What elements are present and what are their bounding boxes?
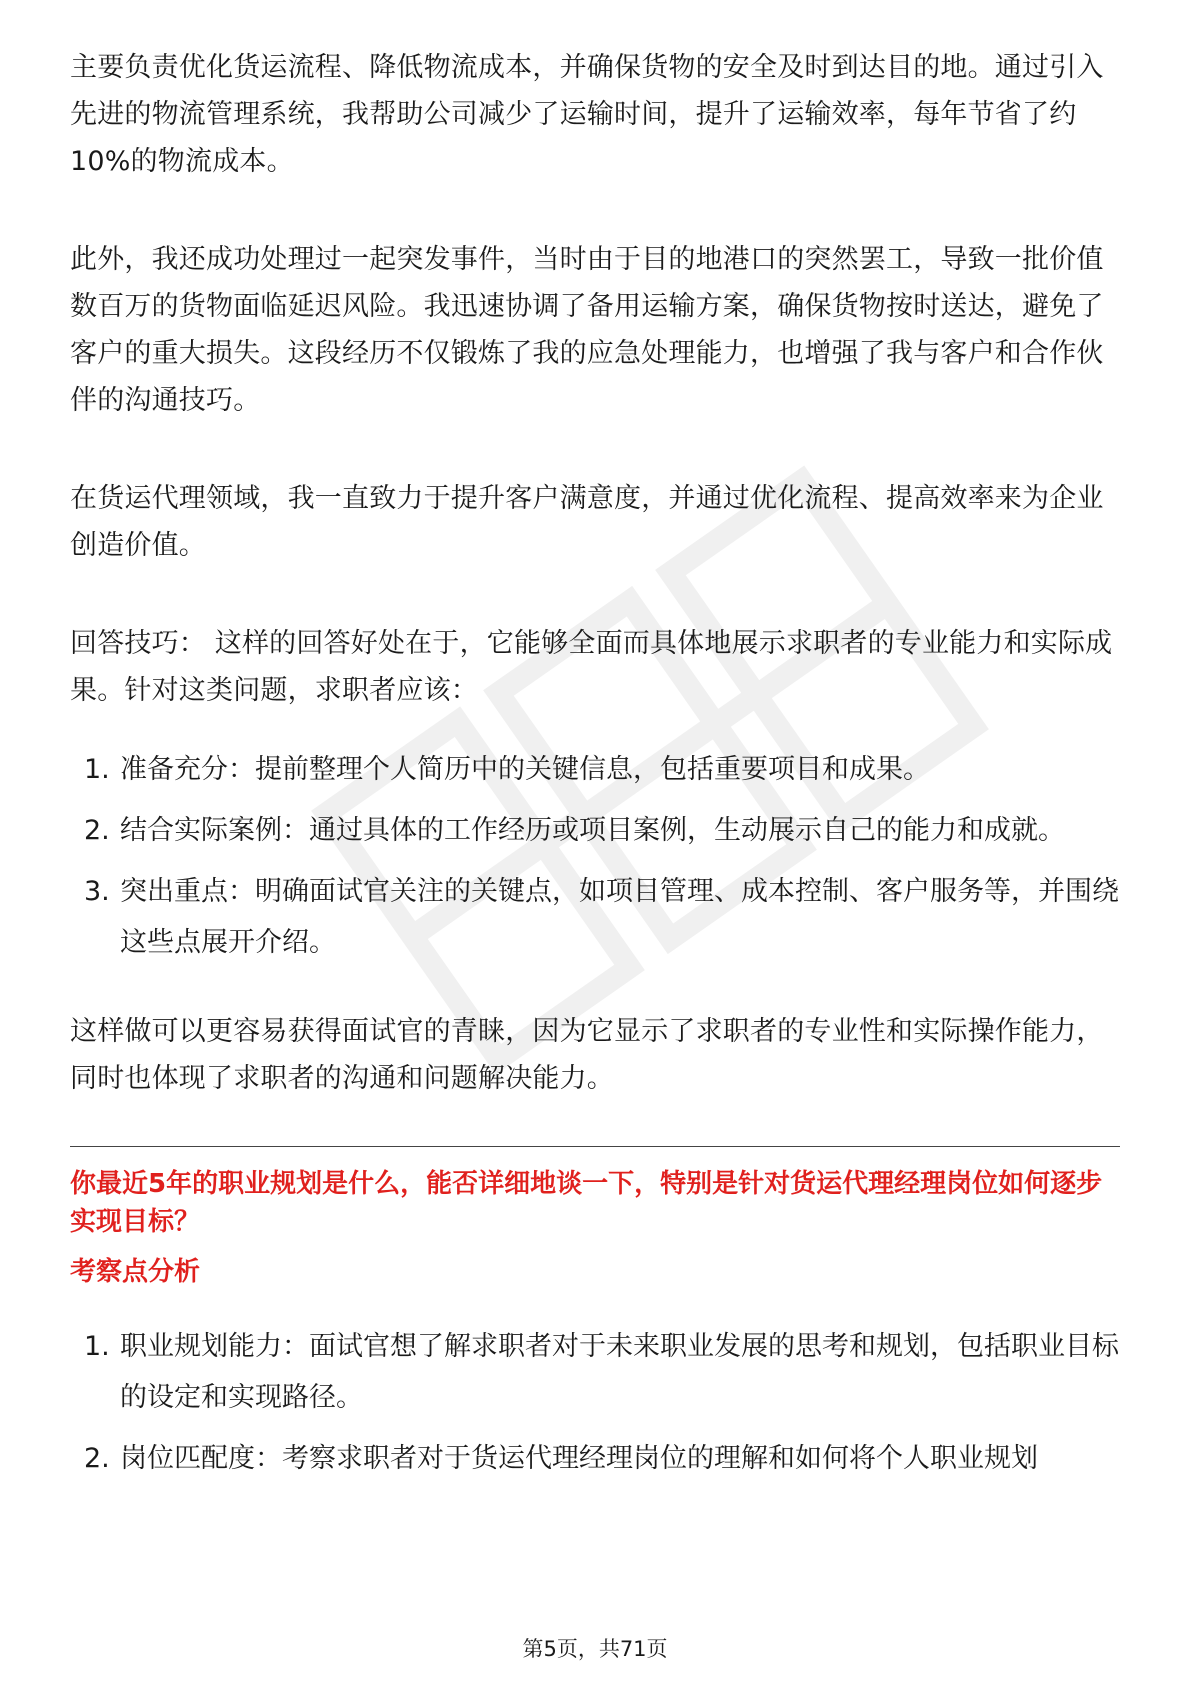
tips-list xyxy=(70,744,1120,968)
list-number: 3. xyxy=(84,876,110,907)
list-item xyxy=(70,744,1120,795)
list-text: 突出重点：明确面试官关注的关键点，如项目管理、成本控制、客户服务等，并围绕这些点展开介绍。 xyxy=(120,876,1119,958)
list-text: 职业规划能力：面试官想了解求职者对于未来职业发展的思考和规划，包括职业目标的设定和实现路径。 xyxy=(120,1331,1119,1413)
list-text: 结合实际案例：通过具体的工作经历或项目案例，生动展示自己的能力和成就。 xyxy=(120,815,1065,846)
analysis-list xyxy=(70,1321,1120,1484)
list-text: 岗位匹配度：考察求职者对于货运代理经理岗位的理解和如何将个人职业规划 xyxy=(120,1443,1038,1474)
list-number: 2. xyxy=(84,815,110,846)
paragraph-value: 在货运代理领域，我一直致力于提升客户满意度，并通过优化流程、提高效率来为企业创造价值。 xyxy=(70,483,1104,561)
analysis-heading: 考察点分析 xyxy=(70,1257,201,1287)
paragraph-experience: 主要负责优化货运流程、降低物流成本，并确保货物的安全及时到达目的地。通过引入先进的物流管理系统，我帮助公司减少了运输时间，提升了运输效率，每年节省了约10%的物流成本。 xyxy=(70,52,1104,177)
list-item xyxy=(70,805,1120,856)
list-item xyxy=(70,1433,1120,1484)
list-text: 准备充分：提前整理个人简历中的关键信息，包括重要项目和成果。 xyxy=(120,754,930,785)
interview-question: 你最近5年的职业规划是什么，能否详细地谈一下，特别是针对货运代理经理岗位如何逐步实现目标？ xyxy=(70,1169,1103,1237)
page-footer: 第5页，共71页 xyxy=(522,1637,668,1661)
page-content xyxy=(70,44,1120,1494)
list-number: 1. xyxy=(84,1331,110,1362)
list-item xyxy=(70,866,1120,968)
list-item xyxy=(70,1321,1120,1423)
paragraph-incident: 此外，我还成功处理过一起突发事件，当时由于目的地港口的突然罢工，导致一批价值数百万的货物面临延迟风险。我迅速协调了备用运输方案，确保货物按时送达，避免了客户的重大损失。这段经历不仅锻炼了我的应急处理能力，也增强了我与客户和合作伙伴的沟通技巧。 xyxy=(70,244,1104,416)
list-number: 1. xyxy=(84,754,110,785)
list-number: 2. xyxy=(84,1443,110,1474)
paragraph-closing: 这样做可以更容易获得面试官的青睐，因为它显示了求职者的专业性和实际操作能力，同时也体现了求职者的沟通和问题解决能力。 xyxy=(70,1016,1104,1094)
paragraph-answer-tips: 回答技巧： 这样的回答好处在于，它能够全面而具体地展示求职者的专业能力和实际成果。针对这类问题，求职者应该： xyxy=(70,628,1113,706)
